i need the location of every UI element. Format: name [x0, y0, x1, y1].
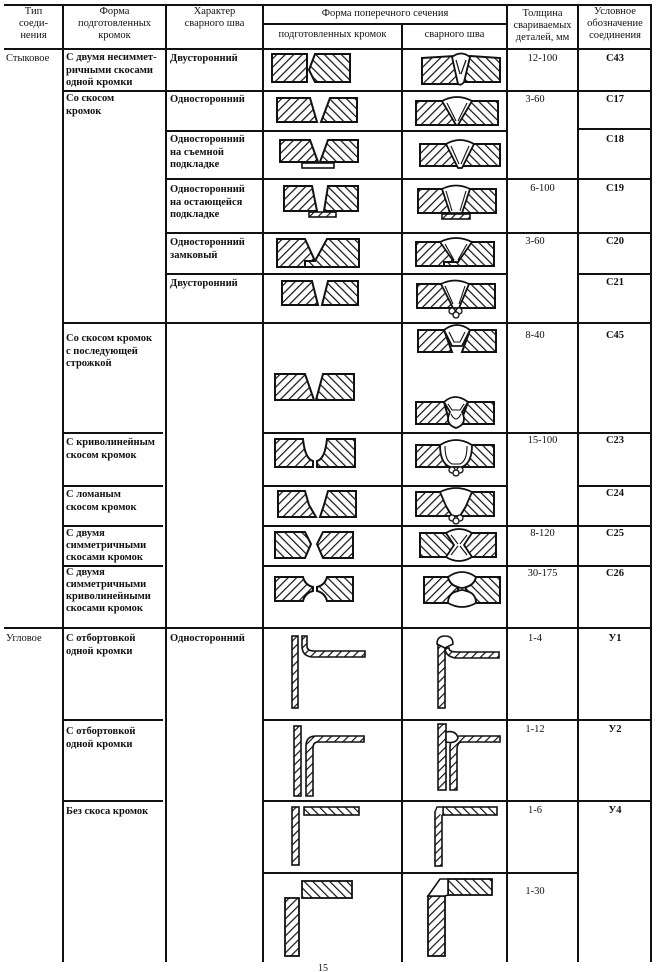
edge-form-line: С двумя	[66, 567, 105, 578]
edge-form	[66, 806, 148, 819]
weld-character-line: на остающейся	[170, 196, 243, 208]
joint-type-corner: Угловое	[6, 633, 42, 644]
header-type	[5, 6, 62, 42]
edge-form	[66, 489, 137, 514]
row-rule	[63, 90, 652, 92]
weld-character	[170, 184, 245, 222]
weld-character-line: Двусторонний	[170, 53, 238, 64]
diagram-weld-U4-alt	[426, 876, 516, 962]
weld-character-line: подкладке	[170, 159, 220, 170]
diagram-butt-single-v-permanent-backing	[282, 184, 402, 224]
header-designation-line: соединения	[589, 30, 641, 41]
thickness-value: 3-60	[525, 94, 545, 105]
weld-character-line: Односторонний	[170, 134, 245, 145]
weld-character-line: Двусторонний	[170, 278, 238, 289]
edge-form-line: Со скосом	[66, 93, 115, 104]
edge-form-line: С криволинейным	[66, 437, 155, 448]
edge-form-line: С отбортовкой	[66, 726, 136, 737]
diagram-butt-single-v-removable-backing	[278, 138, 398, 174]
weld-character	[170, 237, 245, 262]
row-rule	[63, 525, 163, 527]
designation: С19	[605, 183, 625, 194]
thickness-value: 8-40	[525, 330, 545, 341]
edge-form-line: кромок	[66, 105, 102, 117]
row-rule	[4, 627, 652, 629]
edge-form	[66, 528, 146, 564]
designation: С17	[605, 94, 625, 105]
edge-form-line: Со скосом кромок	[66, 333, 153, 344]
weld-character	[170, 134, 245, 172]
diagram-butt-double-symmetric-bevel	[273, 530, 393, 564]
diagram-corner-flanged-2	[292, 724, 402, 804]
edge-form-line: С двумя	[66, 528, 105, 539]
diagram-weld-U2	[436, 722, 516, 802]
edge-form-line: С двумя несиммет-	[66, 52, 157, 63]
designation: С43	[605, 53, 625, 64]
weld-character	[170, 94, 245, 107]
diagram-weld-C23	[414, 437, 508, 477]
col-divider-7	[650, 4, 652, 962]
header-weld-character-line: сварного шва	[184, 18, 245, 29]
row-rule	[578, 128, 652, 130]
col-divider-3	[262, 4, 264, 962]
row-rule	[63, 432, 163, 434]
designation: У2	[608, 724, 622, 735]
weld-character	[170, 633, 245, 646]
diagram-weld-C25	[418, 527, 508, 565]
edge-form	[66, 52, 157, 90]
designation: С26	[605, 568, 625, 579]
diagram-weld-C43	[420, 52, 510, 90]
edge-form-line: скосами кромок	[66, 552, 143, 563]
designation: С23	[605, 435, 625, 446]
diagram-weld-C20	[414, 238, 508, 272]
header-designation-line: Условное	[594, 6, 636, 17]
diagram-butt-curved-bevel	[273, 437, 393, 473]
row-rule	[63, 719, 163, 721]
weld-character-line: Односторонний	[170, 184, 245, 195]
thickness-value: 12-100	[527, 53, 558, 64]
row-rule	[63, 322, 652, 324]
diagram-butt-asym-bevel	[270, 52, 400, 88]
header-thickness	[507, 8, 578, 44]
row-rule	[578, 273, 652, 275]
edge-form-line: скосом кромок	[66, 449, 137, 461]
header-weld-seam: сварного шва	[424, 29, 485, 40]
thickness-value: 3-60	[525, 236, 545, 247]
row-rule	[166, 232, 652, 234]
header-thickness-line: свариваемых	[513, 20, 572, 31]
header-subdivider	[263, 23, 508, 25]
edge-form-line: строжкой	[66, 358, 112, 369]
edge-form-line: одной кромки	[66, 738, 133, 750]
diagram-corner-flanged-1	[290, 634, 400, 718]
diagram-weld-C24	[414, 486, 508, 526]
thickness-value: 8-120	[530, 528, 555, 539]
designation: С25	[605, 528, 625, 539]
diagram-weld-C19	[416, 185, 508, 225]
diagram-butt-double-curved-bevel	[273, 575, 393, 609]
col-divider-1	[62, 4, 64, 962]
diagram-butt-broken-bevel	[276, 489, 396, 523]
edge-form	[66, 333, 152, 371]
header-edge-form-line: подготовленных	[77, 18, 152, 29]
designation: С45	[605, 330, 625, 341]
edge-form-line: С ломаным	[66, 489, 121, 500]
weld-character-line: подкладке	[170, 209, 220, 220]
edge-form-line: одной кромки	[66, 77, 133, 88]
row-rule	[263, 432, 652, 434]
edge-form-line: С отбортовкой	[66, 633, 136, 644]
edge-form	[66, 437, 155, 462]
thickness-value: 1-30	[525, 886, 545, 897]
designation: С21	[605, 277, 625, 288]
diagram-butt-lock-joint	[275, 237, 395, 273]
header-type-line: нения	[20, 30, 47, 41]
joint-type-butt: Стыковое	[6, 53, 50, 64]
row-rule	[166, 130, 506, 132]
designation: С18	[605, 134, 625, 145]
edge-form-line: одной кромки	[66, 645, 133, 657]
weld-character	[170, 278, 238, 291]
header-weld-character	[167, 6, 262, 30]
header-thickness-line: деталей, мм	[515, 32, 570, 43]
edge-form	[66, 567, 151, 615]
header-thickness-line: Толщина	[522, 8, 563, 19]
header-edge-form-line: Форма	[99, 6, 130, 17]
diagram-weld-C21	[415, 280, 509, 320]
row-rule	[263, 719, 652, 721]
header-designation	[579, 6, 651, 42]
page-number: 15	[318, 963, 328, 972]
diagram-corner-no-bevel-2	[283, 878, 393, 962]
weld-character-line: Односторонний	[170, 237, 245, 248]
diagram-weld-C18	[418, 138, 510, 172]
weld-character-line: на съемной	[170, 146, 224, 158]
diagram-butt-single-v	[275, 96, 395, 128]
designation: С20	[605, 236, 625, 247]
diagram-butt-double-side-v	[280, 279, 400, 315]
diagram-weld-C45-back	[414, 394, 508, 432]
row-rule	[63, 485, 163, 487]
edge-form	[66, 93, 114, 118]
diagram-weld-C26	[422, 571, 512, 615]
row-rule	[166, 273, 506, 275]
edge-form-line: Без скоса кромок	[66, 806, 149, 817]
weld-character-line: замковый	[170, 249, 218, 261]
diagram-weld-C45	[416, 324, 510, 358]
thickness-value: 30-175	[527, 568, 558, 579]
row-rule	[578, 485, 652, 487]
header-cross-section: Форма поперечного сечения	[321, 8, 449, 19]
edge-form-line: с последующей	[66, 345, 138, 357]
diagram-weld-U1	[435, 634, 515, 718]
header-edge-form	[64, 6, 165, 42]
thickness-value: 1-12	[525, 724, 545, 735]
header-edge-form-line: кромок	[98, 30, 131, 41]
edge-form-line: криволинейными	[66, 591, 151, 602]
header-prepared-edges: подготовленных кромок	[278, 29, 387, 40]
header-designation-line: обозначение	[587, 18, 643, 29]
weld-character-line: Односторонний	[170, 633, 245, 644]
diagram-corner-no-bevel-1	[290, 804, 400, 878]
header-bottom-rule	[4, 48, 652, 50]
edge-form	[66, 726, 135, 751]
header-type-line: соеди-	[18, 18, 49, 29]
row-rule	[63, 800, 163, 802]
header-weld-character-line: Характер	[193, 6, 236, 17]
edge-form-line: скосом кромок	[66, 501, 137, 513]
edge-form	[66, 633, 135, 658]
designation: С24	[605, 488, 625, 499]
thickness-value: 1-6	[528, 805, 542, 816]
weld-character-line: Односторонний	[170, 94, 245, 105]
diagram-weld-U4	[433, 804, 513, 878]
diagram-butt-v-gouged	[273, 372, 393, 408]
diagram-weld-C17	[414, 97, 506, 129]
designation: У4	[608, 805, 622, 816]
edge-form-line: симметричными	[66, 579, 147, 590]
row-rule	[166, 178, 652, 180]
thickness-value: 1-4	[528, 633, 542, 644]
edge-form-line: ричными скосами	[66, 64, 153, 76]
col-divider-4	[401, 23, 403, 962]
edge-form-line: симметричными	[66, 540, 147, 551]
col-divider-6	[577, 4, 579, 962]
edge-form-line: скосами кромок	[66, 603, 143, 614]
row-rule	[263, 565, 652, 567]
designation: У1	[608, 633, 622, 644]
header-type-line: Тип	[24, 6, 43, 17]
weld-character	[170, 53, 238, 66]
col-divider-2	[165, 4, 167, 962]
thickness-value: 15-100	[527, 435, 558, 446]
thickness-value: 6-100	[530, 183, 555, 194]
